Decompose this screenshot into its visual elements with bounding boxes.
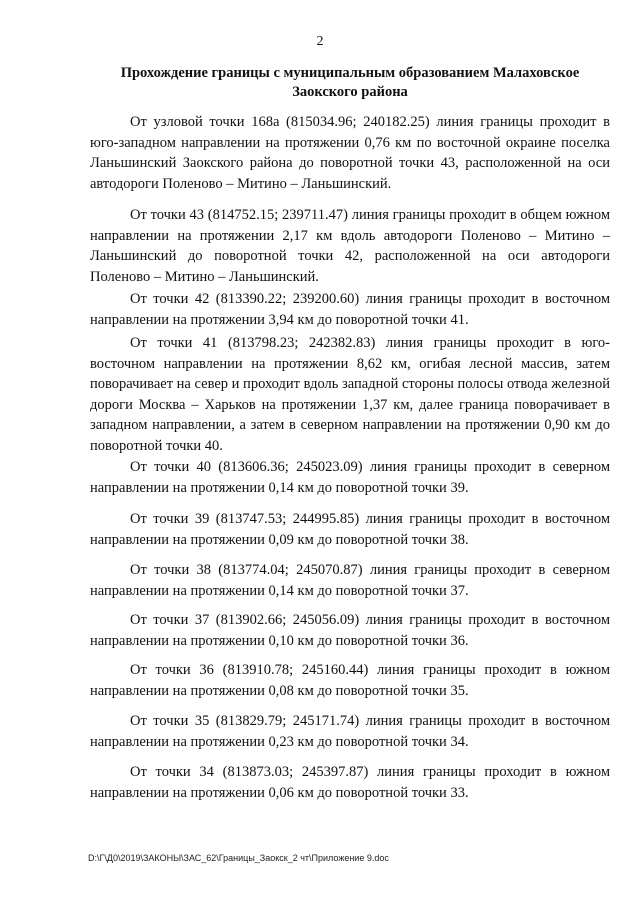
- paragraph: От точки 36 (813910.78; 245160.44) линия границы проходит в южном направлении на протяжении 0,08 км до поворотной точки 35.: [90, 662, 610, 699]
- file-path-footer: D:\Г\Д0\2019\ЗАКОНЫ\ЗАС_62\Границы_Заокск_2 чт\Приложение 9.doc: [88, 853, 389, 863]
- document-title: Прохождение границы с муниципальным образованием Малаховское Заокского района: [120, 65, 580, 100]
- paragraph: От точки 43 (814752.15; 239711.47) линия границы проходит в общем южном направлении на протяжении 2,17 км вдоль автодороги Поленово – Митино – Ланьшинский до поворотной точки 42, расположенной на оси автодороги Поленово – Митино – Ланьшинский.: [90, 207, 610, 285]
- paragraph: От точки 41 (813798.23; 242382.83) линия границы проходит в юго-восточном направлении на протяжении 8,62 км, огибая лесной массив, затем поворачивает на север и проходит вдоль западной стороны полосы отвода железной дороги Москва – Харьков на протяжении 1,37 км, далее граница поворачивает в западном направлении, а затем в северном направлении на протяжении 0,90 км до поворотной точки 40.: [90, 335, 610, 454]
- paragraph: От точки 37 (813902.66; 245056.09) линия границы проходит в восточном направлении на протяжении 0,10 км до поворотной точки 36.: [90, 612, 610, 649]
- paragraph: От точки 39 (813747.53; 244995.85) линия границы проходит в восточном направлении на протяжении 0,09 км до поворотной точки 38.: [90, 511, 610, 548]
- paragraph: От точки 40 (813606.36; 245023.09) линия границы проходит в северном направлении на протяжении 0,14 км до поворотной точки 39.: [90, 459, 610, 496]
- paragraph: От точки 42 (813390.22; 239200.60) линия границы проходит в восточном направлении на протяжении 3,94 км до поворотной точки 41.: [90, 291, 610, 328]
- paragraph: От точки 34 (813873.03; 245397.87) линия границы проходит в южном направлении на протяжении 0,06 км до поворотной точки 33.: [90, 764, 610, 801]
- paragraph: От точки 35 (813829.79; 245171.74) линия границы проходит в восточном направлении на протяжении 0,23 км до поворотной точки 34.: [90, 713, 610, 750]
- paragraph: От узловой точки 168а (815034.96; 240182.25) линия границы проходит в юго-западном направлении на протяжении 0,76 км по восточной окраине поселка Ланьшинский Заокского района до поворотной точки 43, расположенной на оси автодороги Поленово – Митино – Ланьшинский.: [90, 114, 610, 192]
- paragraph: От точки 38 (813774.04; 245070.87) линия границы проходит в северном направлении на протяжении 0,14 км до поворотной точки 37.: [90, 562, 610, 599]
- page-number: 2: [316, 34, 324, 49]
